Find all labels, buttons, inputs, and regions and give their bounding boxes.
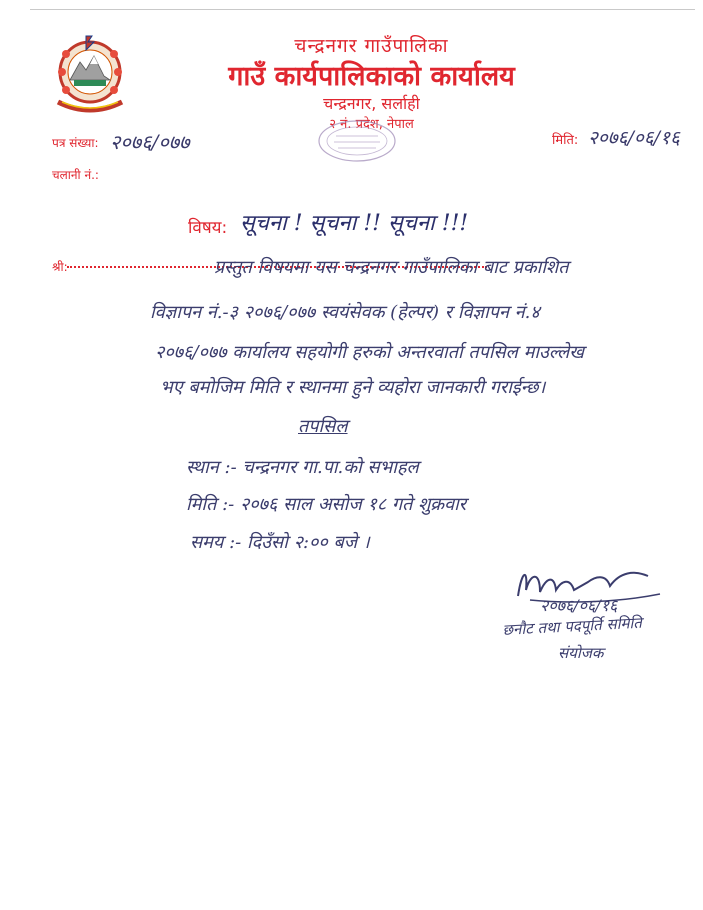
- recipient-label: श्री:: [52, 260, 68, 274]
- ref-no-value: २०७६/०७७: [110, 130, 190, 154]
- dispatch-no-label: चलानी नं.:: [52, 168, 99, 182]
- subject-value: सूचना ! सूचना !! सूचना !!!: [240, 211, 469, 236]
- date-value: २०७६/०६/१६: [588, 127, 680, 149]
- time-line: समय :- दिउँसो २:०० बजे ।: [190, 532, 370, 553]
- signatory-role: संयोजक: [558, 644, 604, 662]
- venue-line: स्थान :- चन्द्रनगर गा.पा.को सभाहल: [186, 457, 419, 478]
- schedule-date-line: मिति :- २०७६ साल असोज १८ गते शुक्रवार: [186, 494, 467, 515]
- top-border-line: [30, 9, 695, 10]
- body-line-2: विज्ञापन नं.-३ २०७६/०७७ स्वयंसेवक (हेल्पर) र विज्ञापन नं.४: [150, 302, 540, 323]
- subject-label: विषय:: [188, 218, 228, 238]
- office-stamp-icon: [316, 118, 398, 164]
- date-label: मिति:: [552, 133, 579, 148]
- office-place: चन्द्रनगर, सर्लाही: [323, 94, 420, 113]
- municipality-name: चन्द्रनगर गाउँपालिका: [294, 35, 449, 57]
- tapsil-heading: तपसिल: [298, 416, 348, 437]
- office-province: २ नं. प्रदेश, नेपाल: [329, 117, 414, 132]
- signatory-title: छनौट तथा पदपूर्ति समिति: [502, 613, 643, 639]
- body-line-3: २०७६/०७७ कार्यालय सहयोगी हरुको अन्तरवार्ता तपसिल माउल्लेख: [155, 342, 584, 363]
- ref-no-label: पत्र संख्या:: [52, 136, 99, 150]
- signature-date: २०७६/०६/१६: [540, 596, 618, 615]
- body-line-1: प्रस्तुत विषयमा यस चन्द्रनगर गाउँपालिका बाट प्रकाशित: [214, 257, 569, 278]
- office-name: गाउँ कार्यपालिकाको कार्यालय: [228, 61, 515, 92]
- body-line-4: भए बमोजिम मिति र स्थानमा हुने व्यहोरा जानकारी गराईन्छ।: [160, 377, 546, 398]
